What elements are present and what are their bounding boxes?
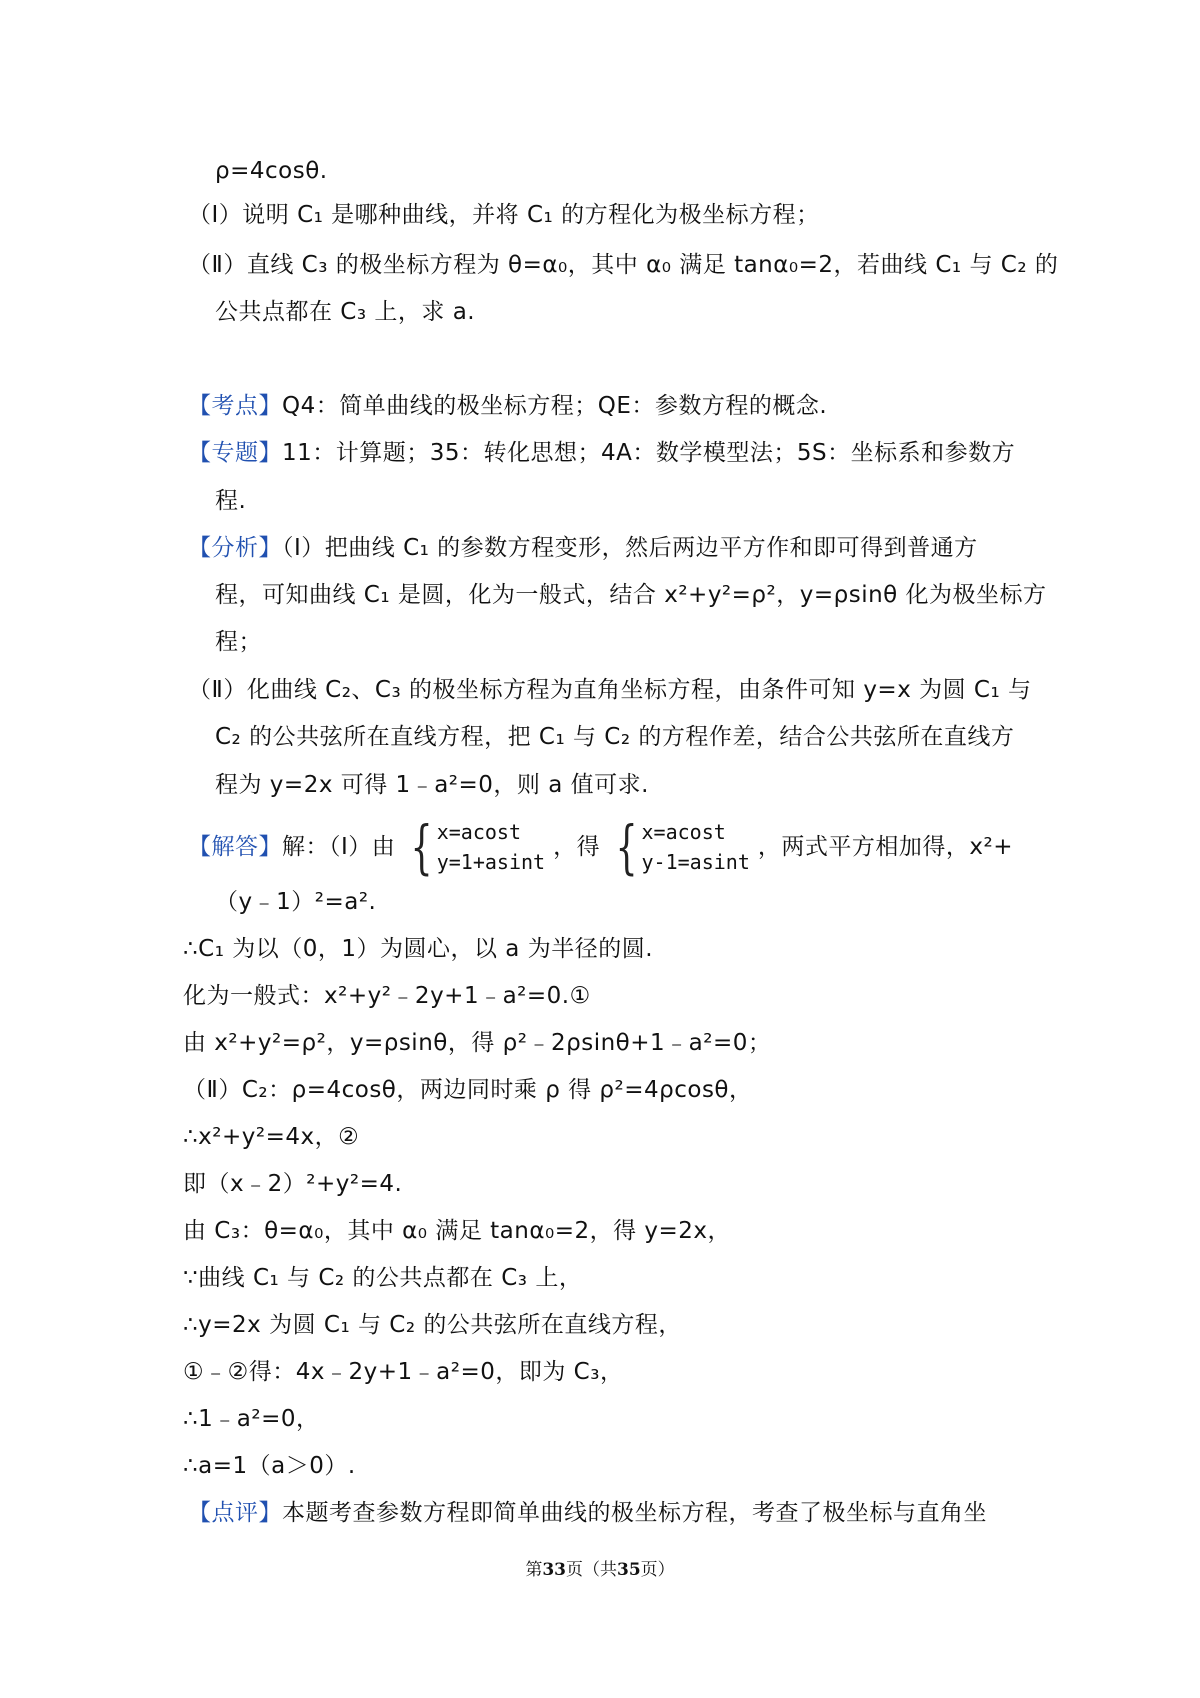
jieda-tail: ，两式平方相加得，x²+ <box>757 834 1013 860</box>
jieda-section <box>188 813 1013 881</box>
footer-middle: 页（共 <box>566 1560 617 1580</box>
zhuanti-section <box>188 438 1015 468</box>
footer-total-pages: 35 <box>617 1560 641 1580</box>
problem-line-2: （Ⅰ）说明 C₁ 是哪种曲线，并将 C₁ 的方程化为极坐标方程； <box>188 202 820 228</box>
jieda-intro: 解：（Ⅰ）由 <box>282 834 396 860</box>
solution-step-8: ∵曲线 C₁ 与 C₂ 的公共点都在 C₃ 上， <box>183 1265 583 1291</box>
fenxi-text-4: （Ⅱ）化曲线 C₂、C₃ 的极坐标方程为直角坐标方程，由条件可知 y=x 为圆 C₁ 与 <box>188 677 1032 703</box>
system-1-row-1: x=acost <box>436 820 521 844</box>
page-footer <box>0 1555 1200 1580</box>
solution-step-2: 化为一般式：x²+y²﹣2y+1﹣a²=0.① <box>183 983 591 1009</box>
footer-prefix: 第 <box>525 1560 543 1580</box>
system-2-row-2: y-1=asint <box>641 850 750 874</box>
kaodian-tag: 【考点】 <box>188 393 282 419</box>
fenxi-text-2: 程，可知曲线 C₁ 是圆，化为一般式，结合 x²+y²=ρ²，y=ρsinθ 化为极坐标方 <box>215 582 1047 608</box>
footer-suffix: 页） <box>640 1560 675 1580</box>
jieda-continuation: （y﹣1）²=a². <box>215 889 377 915</box>
solution-step-4: （Ⅱ）C₂：ρ=4cosθ，两边同时乘 ρ 得 ρ²=4ρcosθ， <box>183 1077 753 1103</box>
zhuanti-text-1: 11：计算题；35：转化思想；4A：数学模型法；5S：坐标系和参数方 <box>282 440 1016 466</box>
equation-system-2 <box>608 813 750 881</box>
footer-page-number: 33 <box>542 1560 566 1580</box>
solution-step-9: ∴y=2x 为圆 C₁ 与 C₂ 的公共弦所在直线方程， <box>183 1312 682 1338</box>
kaodian-section <box>188 391 827 421</box>
solution-step-7: 由 C₃：θ=α₀，其中 α₀ 满足 tanα₀=2，得 y=2x， <box>183 1218 732 1244</box>
fenxi-text-3: 程； <box>215 629 262 655</box>
fenxi-tag: 【分析】 <box>188 535 282 561</box>
solution-step-12: ∴a=1（a＞0）. <box>183 1453 356 1479</box>
fenxi-text-6: 程为 y=2x 可得 1﹣a²=0，则 a 值可求. <box>215 772 649 798</box>
dianping-tag: 【点评】 <box>188 1500 282 1526</box>
jieda-mid: ，得 <box>553 834 601 860</box>
problem-line-1: ρ=4cosθ. <box>215 158 328 184</box>
solution-step-6: 即（x﹣2）²+y²=4. <box>183 1171 403 1197</box>
zhuanti-text-2: 程. <box>215 488 247 514</box>
left-brace-icon: { <box>615 813 639 881</box>
equation-system-1 <box>403 813 546 881</box>
fenxi-text-5: C₂ 的公共弦所在直线方程，把 C₁ 与 C₂ 的方程作差，结合公共弦所在直线方 <box>215 724 1015 750</box>
fenxi-section <box>188 533 978 563</box>
left-brace-icon: { <box>410 813 434 881</box>
solution-step-11: ∴1﹣a²=0， <box>183 1406 320 1432</box>
solution-step-10: ①﹣②得：4x﹣2y+1﹣a²=0，即为 C₃， <box>183 1359 624 1385</box>
dianping-text: 本题考查参数方程即简单曲线的极坐标方程，考查了极坐标与直角坐 <box>282 1500 987 1526</box>
system-1-row-2: y=1+asint <box>436 850 546 874</box>
problem-line-4: 公共点都在 C₃ 上，求 a. <box>215 299 476 325</box>
kaodian-text: Q4：简单曲线的极坐标方程；QE：参数方程的概念. <box>282 393 828 419</box>
solution-step-1: ∴C₁ 为以（0，1）为圆心，以 a 为半径的圆. <box>183 936 654 962</box>
solution-step-5: ∴x²+y²=4x，② <box>183 1124 360 1150</box>
solution-step-3: 由 x²+y²=ρ²，y=ρsinθ，得 ρ²﹣2ρsinθ+1﹣a²=0； <box>183 1030 772 1056</box>
fenxi-text-1: （Ⅰ）把曲线 C₁ 的参数方程变形，然后两边平方作和即可得到普通方 <box>282 535 978 561</box>
jieda-tag: 【解答】 <box>188 834 282 860</box>
system-2-row-1: x=acost <box>641 820 726 844</box>
problem-line-3: （Ⅱ）直线 C₃ 的极坐标方程为 θ=α₀，其中 α₀ 满足 tanα₀=2，若曲线 C₁ 与 C₂ 的 <box>188 252 1059 278</box>
dianping-section <box>188 1498 987 1528</box>
zhuanti-tag: 【专题】 <box>188 440 282 466</box>
